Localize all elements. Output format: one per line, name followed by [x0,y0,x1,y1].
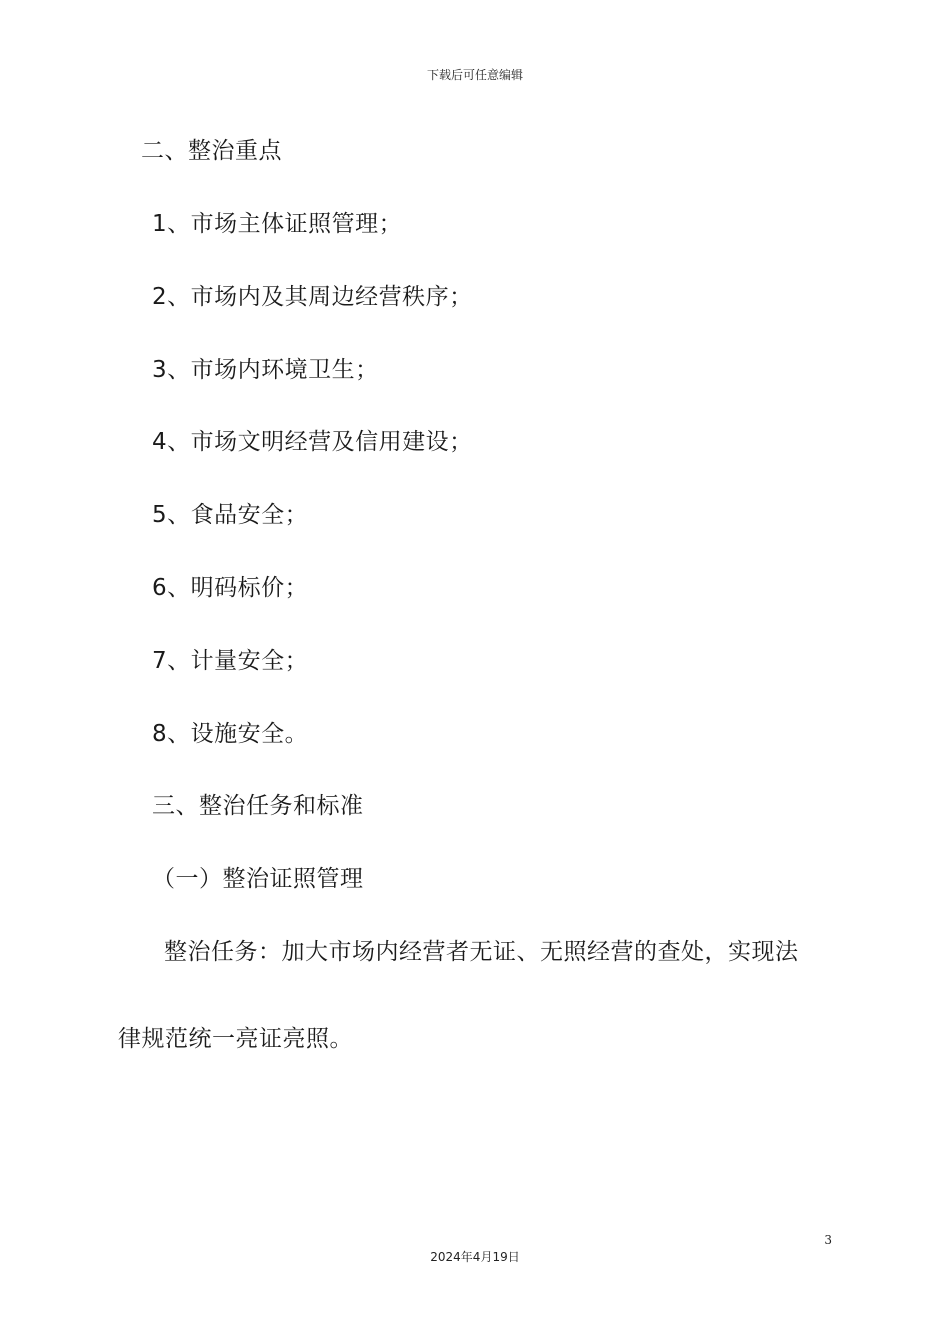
list-item: 8、设施安全。 [152,721,309,747]
list-item: 6、明码标价； [152,575,309,601]
subsection-heading: （一）整治证照管理 [152,866,364,892]
page-number: 3 [824,1233,832,1247]
list-item: 3、市场内环境卫生； [152,357,379,383]
list-item: 5、食品安全； [152,502,309,528]
list-item: 2、市场内及其周边经营秩序； [152,284,473,310]
paragraph-line: 律规范统一亮证亮照。 [118,1026,353,1052]
section-heading: 二、整治重点 [141,138,282,164]
paragraph-line: 整治任务：加大市场内经营者无证、无照经营的查处，实现法 [164,939,799,965]
page-header: 下载后可任意编辑 [426,68,523,82]
page-footer-date: 2024年4月19日 [430,1250,520,1264]
section-heading: 三、整治任务和标准 [152,793,364,819]
list-item: 4、市场文明经营及信用建设； [152,429,473,455]
list-item: 1、市场主体证照管理； [152,211,403,237]
list-item: 7、计量安全； [152,648,309,674]
